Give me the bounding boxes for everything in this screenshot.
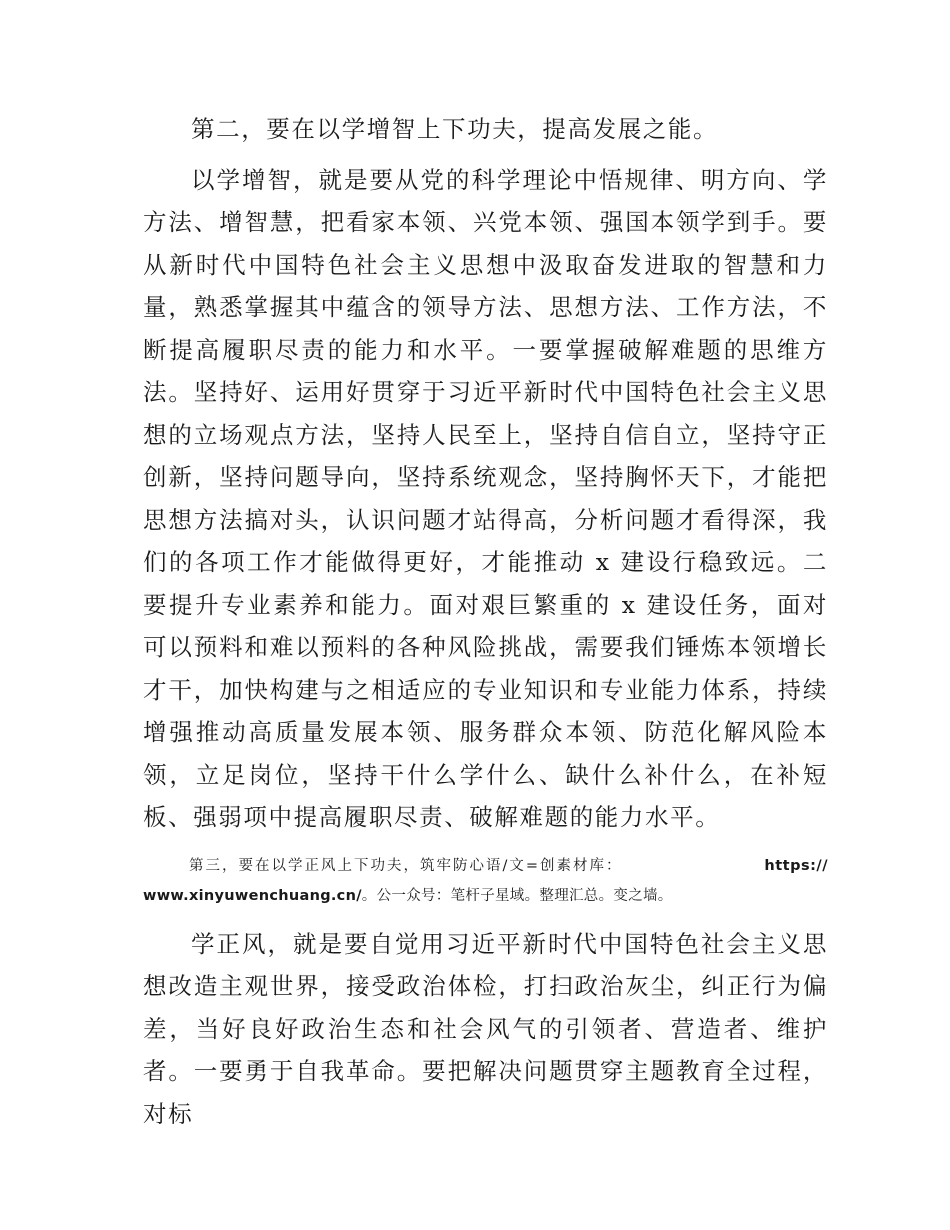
- section-heading-two: 第二，要在以学增智上下功夫，提高发展之能。: [191, 115, 719, 143]
- section-paragraph-two: 以学增智，就是要从党的科学理论中悟规律、明方向、学方法、增智慧，把看家本领、兴党本领、强国本领学到手。要从新时代中国特色社会主义思想中汲取奋发进取的智慧和力量，熟悉掌握其中蕴含的领导方法、思想方法、工作方法，不断提高履职尽责的能力和水平。一要掌握破解难题的思维方法。坚持好、运用好贯穿于习近平新时代中国特色社会主义思想的立场观点方法，坚持人民至上，坚持自信自立，坚持守正创新，坚持问题导向，坚持系统观念，坚持胸怀天下，才能把思想方法搞对头，认识问题才站得高，分析问题才看得深，我们的各项工作才能做得更好，才能推动 x 建设行稳致远。二要提升专业素养和能力。面对艰巨繁重的 x 建设任务，面对可以预料和难以预料的各种风险挑战，需要我们锤炼本领增长才干，加快构建与之相适应的专业知识和专业能力体系，持续增强推动高质量发展本领、服务群众本领、防范化解风险本领，立足岗位，坚持干什么学什么、缺什么补什么，在补短板、强弱项中提高履职尽责、破解难题的能力水平。: [143, 165, 828, 831]
- watermark-notice-tail: 。公一众号：笔杆子星域。整理汇总。变之墙。: [361, 887, 673, 904]
- section-heading-three-small: 第三，要在以学正风上下功夫，筑牢防心语/文=创素材库：: [189, 857, 623, 874]
- source-url-part-2: www.xinyuwenchuang.cn/: [143, 887, 362, 904]
- section-paragraph-three: 学正风，就是要自觉用习近平新时代中国特色社会主义思想改造主观世界，接受政治体检，打扫政治灰尘，纠正行为偏差，当好良好政治生态和社会风气的引领者、营造者、维护者。一要勇于自我革命。要把解决问题贯穿主题教育全过程，对标: [143, 929, 828, 1128]
- watermark-notice-line-2: [143, 881, 828, 911]
- watermark-notice-line-1: [143, 851, 828, 881]
- document-body: [143, 108, 828, 1135]
- watermark-notice: [143, 851, 828, 911]
- source-url-part-1: https://: [764, 857, 828, 874]
